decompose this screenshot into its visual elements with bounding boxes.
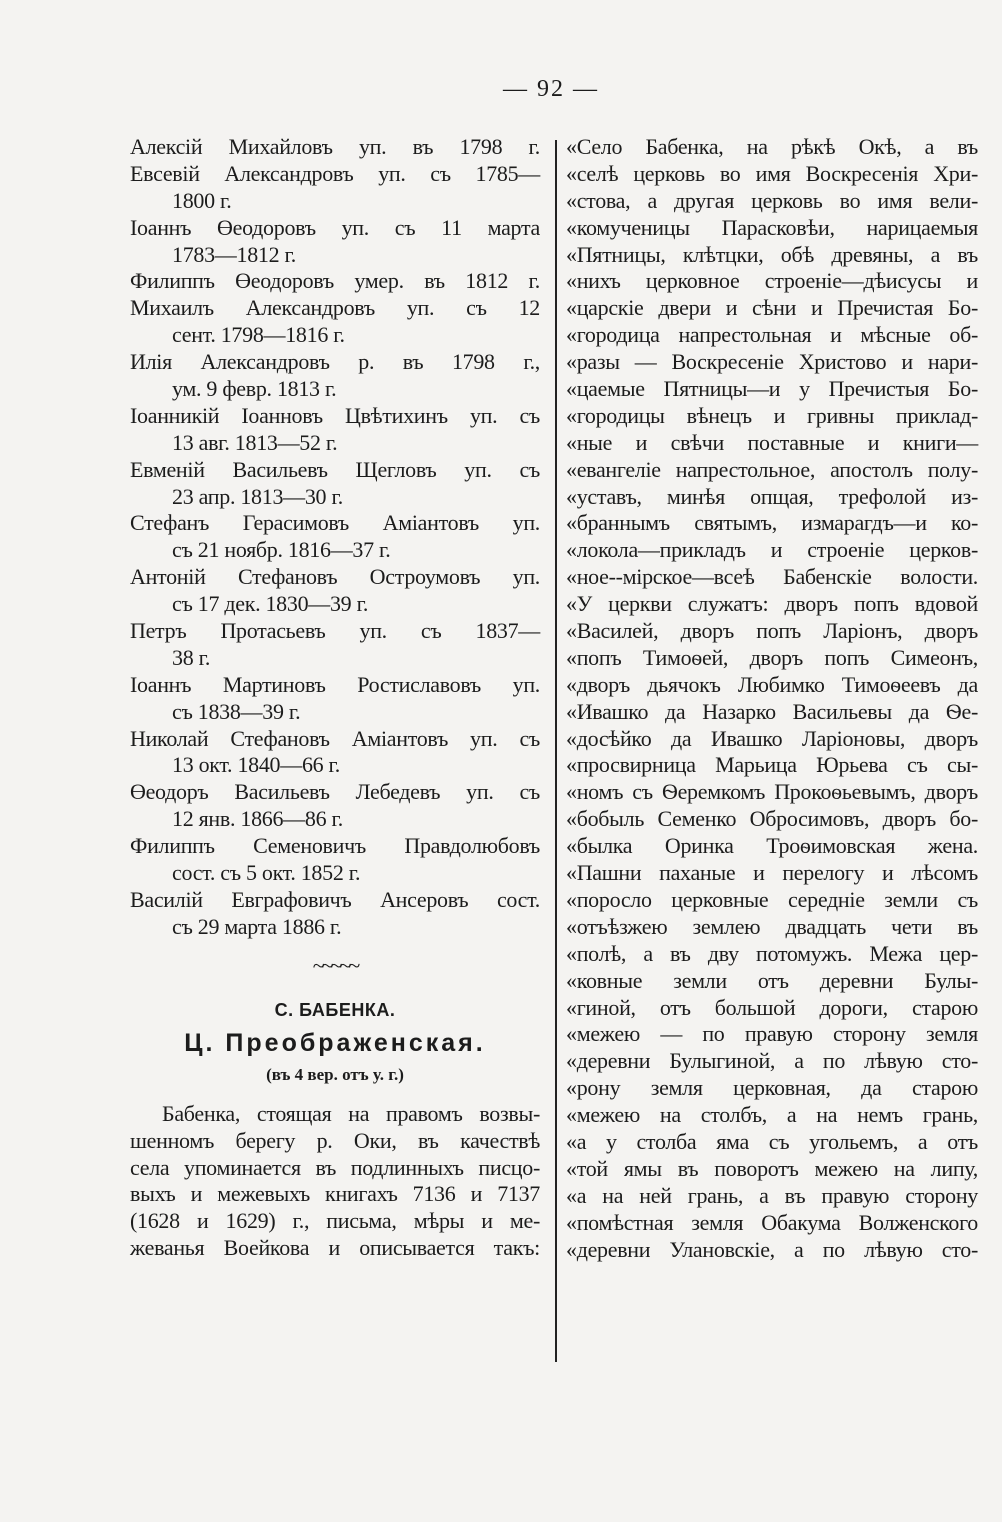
paragraph-line: (1628 и 1629) г., письма, мѣры и ме- bbox=[130, 1208, 540, 1234]
quotation-line: «отъѣзжею землею двадцать чети въ bbox=[566, 913, 978, 939]
quotation-line: «межею на столбъ, а на немъ грань, bbox=[566, 1102, 978, 1128]
clergy-entry-name-line: Николай Стефановъ Аміантовъ уп. съ bbox=[130, 725, 540, 751]
quotation-line: «ное--мірское—всеѣ Бабенскіе волости. bbox=[566, 564, 978, 590]
clergy-entry bbox=[130, 134, 540, 161]
paragraph-line: Бабенка, стоящая на правомъ возвы- bbox=[162, 1100, 540, 1126]
paragraph-line: села упоминается въ подлинныхъ писцо- bbox=[130, 1154, 540, 1180]
quotation-line: «ные и свѣчи поставные и книги— bbox=[566, 429, 978, 455]
clergy-entry-dates-line: 23 апр. 1813—30 г. bbox=[172, 483, 343, 509]
quotation-line: «комученицы Парасковѣи, нарицаемыя bbox=[566, 214, 978, 240]
quotation-line: «Ивашко да Назарко Васильевы да Ѳе- bbox=[566, 698, 978, 724]
page-number: — 92 — bbox=[503, 76, 599, 102]
clergy-entry bbox=[130, 833, 540, 887]
quotation-line: «цаемые Пятницы—и у Пречистыя Бо- bbox=[566, 376, 978, 402]
quotation-line: «былка Оринка Троѳимовская жена. bbox=[566, 833, 978, 859]
clergy-entry bbox=[130, 295, 540, 349]
left-column bbox=[130, 134, 540, 1262]
quotation-line: «деревни Булыгиной, а по лѣвую сто- bbox=[566, 1048, 978, 1074]
clergy-entry-dates-line: съ 29 марта 1886 г. bbox=[172, 913, 342, 939]
quotation-line: «разы — Воскресеніе Христово и нари- bbox=[566, 349, 978, 375]
quotation-line: «деревни Улановскіе, а по лѣвую сто- bbox=[566, 1236, 978, 1262]
quotation-line: «межею — по правую сторону земля bbox=[566, 1021, 978, 1047]
clergy-entry-dates-line: ум. 9 февр. 1813 г. bbox=[172, 376, 337, 402]
clergy-entry bbox=[130, 161, 540, 215]
quotation-line: «гиной, отъ большой дороги, старою bbox=[566, 994, 978, 1020]
clergy-entry bbox=[130, 779, 540, 833]
clergy-entry-name-line: Михаилъ Александровъ уп. съ 12 bbox=[130, 295, 540, 321]
clergy-entry-name-line: Іоаннъ Мартиновъ Ростиславовъ уп. bbox=[130, 671, 540, 697]
clergy-list bbox=[130, 134, 540, 941]
quotation-line: «Пашни паханые и перелогу и лѣсомъ bbox=[566, 860, 978, 886]
church-heading: Ц. Преображенская. bbox=[184, 1028, 486, 1057]
quotation-line: «досѣйко да Ивашко Ларіоновы, дворъ bbox=[566, 725, 978, 751]
clergy-entry-name-line: Филиппъ Семеновичъ Правдолюбовъ bbox=[130, 833, 540, 859]
quotation-line: «Пятницы, клѣтцки, обѣ древяны, а въ bbox=[566, 241, 978, 267]
clergy-entry-dates-line: 1800 г. bbox=[172, 187, 232, 213]
quotation-line: «У церкви служатъ: дворъ попъ вдовой bbox=[566, 591, 978, 617]
quotation-line: «номъ съ Ѳеремкомъ Прокоѳьевымъ, дворъ bbox=[566, 779, 978, 805]
clergy-entry-name-line: Василій Евграфовичъ Ансеровъ сост. bbox=[130, 886, 540, 912]
quotation-line: «поросло церковные середніе земли съ bbox=[566, 886, 978, 912]
clergy-entry-dates-line: съ 1838—39 г. bbox=[172, 698, 301, 724]
quotation-line: «Село Бабенка, на рѣкѣ Окѣ, а въ bbox=[566, 134, 978, 159]
clergy-entry-name-line: Илія Александровъ р. въ 1798 г., bbox=[130, 349, 540, 375]
clergy-entry bbox=[130, 457, 540, 511]
clergy-entry bbox=[130, 672, 540, 726]
quotation-line: «стова, а другая церковь во имя вели- bbox=[566, 187, 978, 213]
clergy-entry-name-line: Филиппъ Өеодоровъ умер. въ 1812 г. bbox=[130, 268, 540, 294]
clergy-entry-dates-line: 13 авг. 1813—52 г. bbox=[172, 429, 338, 455]
quotation-line: «селѣ церковь во имя Воскресенія Хри- bbox=[566, 160, 978, 186]
quotation-line: «городица напрестольная и мѣсные об- bbox=[566, 322, 978, 348]
quotation-line: «нихъ церковное строеніе—дѣисусы и bbox=[566, 268, 978, 294]
quotation-line: «а у столба яма съ угольемъ, а отъ bbox=[566, 1128, 978, 1154]
paragraph-line: выхъ и межевыхъ книгахъ 7136 и 7137 bbox=[130, 1181, 540, 1207]
distance-note: (въ 4 вер. отъ у. г.) bbox=[266, 1064, 404, 1084]
right-column bbox=[566, 134, 978, 1263]
clergy-entry-dates-line: 38 г. bbox=[172, 644, 211, 670]
quotation-line: «рону земля церковная, да старою bbox=[566, 1075, 978, 1101]
village-heading: С. БАБЕНКА. bbox=[274, 999, 396, 1020]
quotation-line: «браннымъ святымъ, измарагдъ—и ко- bbox=[566, 510, 978, 536]
clergy-entry bbox=[130, 887, 540, 941]
clergy-entry-name-line: Өеодоръ Васильевъ Лебедевъ уп. съ bbox=[130, 779, 540, 805]
quotation-line: «Василей, дворъ попъ Ларіонъ, дворъ bbox=[566, 618, 978, 644]
clergy-entry-dates-line: сост. съ 5 окт. 1852 г. bbox=[172, 860, 361, 886]
quotation-line: «той ямы въ поворотъ межею на липу, bbox=[566, 1155, 978, 1181]
scribe-book-quotation bbox=[566, 134, 978, 1263]
section-ornament: ~~~~~ bbox=[312, 952, 358, 978]
quotation-line: «локола—прикладъ и строеніе церков- bbox=[566, 537, 978, 563]
clergy-entry bbox=[130, 268, 540, 295]
quotation-line: «попъ Тимоѳей, дворъ попъ Симеонъ, bbox=[566, 644, 978, 670]
clergy-entry bbox=[130, 564, 540, 618]
clergy-entry bbox=[130, 215, 540, 269]
quotation-line: «а на ней грань, а въ правую сторону bbox=[566, 1182, 978, 1208]
quotation-line: «евангеліе напрестольное, апостолъ полу- bbox=[566, 456, 978, 482]
clergy-entry-name-line: Евсевій Александровъ уп. съ 1785— bbox=[130, 160, 540, 186]
paragraph-line: шенномъ берегу р. Оки, въ качествѣ bbox=[130, 1127, 540, 1153]
quotation-line: «ковные земли отъ деревни Булы- bbox=[566, 967, 978, 993]
clergy-entry-dates-line: съ 17 дек. 1830—39 г. bbox=[172, 591, 369, 617]
clergy-entry-name-line: Петръ Протасьевъ уп. съ 1837— bbox=[130, 618, 540, 644]
paragraph-line: жеванья Воейкова и описывается такъ: bbox=[130, 1235, 540, 1261]
clergy-entry-name-line: Іоаннъ Өеодоровъ уп. съ 11 марта bbox=[130, 214, 540, 240]
clergy-entry bbox=[130, 349, 540, 403]
clergy-entry-name-line: Алексій Михайловъ уп. въ 1798 г. bbox=[130, 134, 540, 159]
quotation-line: «просвирница Марьица Юрьева съ сы- bbox=[566, 752, 978, 778]
column-divider bbox=[555, 140, 557, 1362]
clergy-entry bbox=[130, 726, 540, 780]
quotation-line: «бобыль Семенко Обросимовъ, дворъ бо- bbox=[566, 806, 978, 832]
clergy-entry-dates-line: сент. 1798—1816 г. bbox=[172, 322, 345, 348]
clergy-entry-dates-line: съ 21 ноябр. 1816—37 г. bbox=[172, 537, 391, 563]
village-description-paragraph bbox=[130, 1101, 540, 1262]
clergy-entry bbox=[130, 403, 540, 457]
quotation-line: «дворъ дьячокъ Любимко Тимоѳеевъ да bbox=[566, 671, 978, 697]
clergy-entry bbox=[130, 618, 540, 672]
clergy-entry-name-line: Евменій Васильевъ Щегловъ уп. съ bbox=[130, 456, 540, 482]
quotation-line: «помѣстная земля Обакума Волженского bbox=[566, 1209, 978, 1235]
clergy-entry-dates-line: 1783—1812 г. bbox=[172, 241, 296, 267]
quotation-line: «полѣ, а въ дву потомужъ. Межа цер- bbox=[566, 940, 978, 966]
clergy-entry bbox=[130, 510, 540, 564]
quotation-line: «царскіе двери и сѣни и Пречистая Бо- bbox=[566, 295, 978, 321]
clergy-entry-name-line: Іоанникій Іоанновъ Цвѣтихинъ уп. съ bbox=[130, 402, 540, 428]
quotation-line: «городицы вѣнецъ и гривны приклад- bbox=[566, 402, 978, 428]
clergy-entry-dates-line: 13 окт. 1840—66 г. bbox=[172, 752, 341, 778]
clergy-entry-dates-line: 12 янв. 1866—86 г. bbox=[172, 806, 343, 832]
clergy-entry-name-line: Антоній Стефановъ Остроумовъ уп. bbox=[130, 564, 540, 590]
clergy-entry-name-line: Стефанъ Герасимовъ Аміантовъ уп. bbox=[130, 510, 540, 536]
quotation-line: «уставъ, минѣя опщая, трефолой из- bbox=[566, 483, 978, 509]
